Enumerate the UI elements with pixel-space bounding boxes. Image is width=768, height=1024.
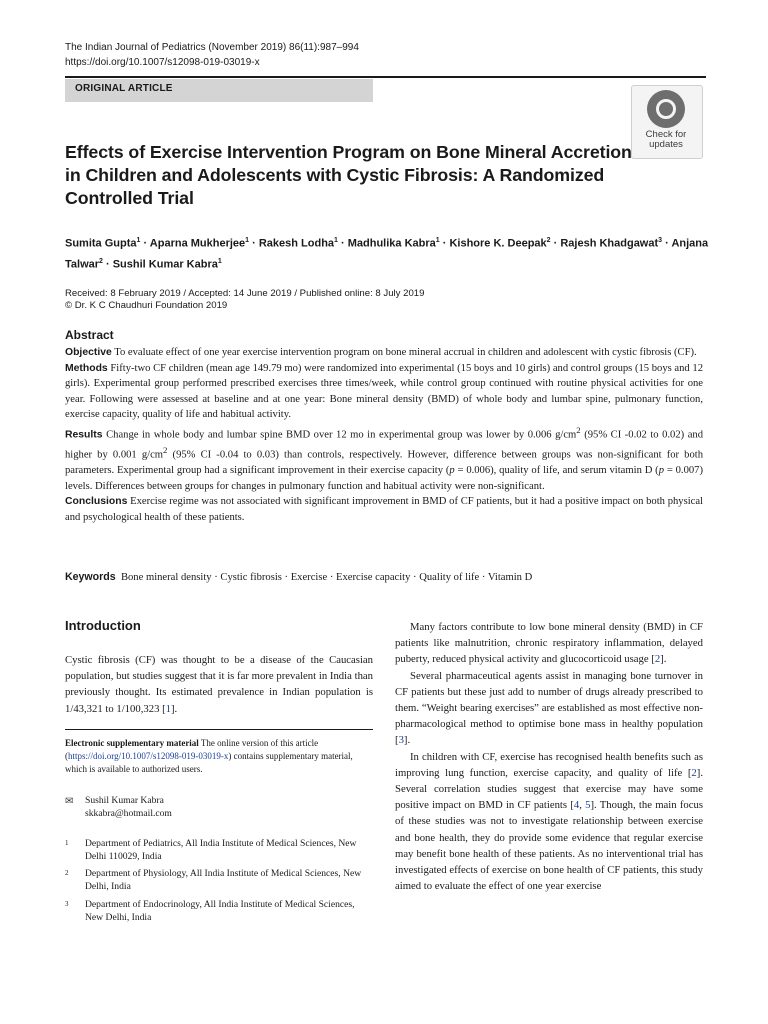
paragraph-text: ]. Several correlation studies suggest that exercise may have some positive impact on BMD in CF patients [ (395, 766, 703, 812)
envelope-icon: ✉ (65, 796, 74, 807)
doi-link[interactable]: https://doi.org/10.1007/s12098-019-03019-x (65, 57, 260, 68)
publication-dates: Received: 8 February 2019 / Accepted: 14 June 2019 / Published online: 8 July 2019 (65, 288, 425, 299)
article-title: Effects of Exercise Intervention Program on Bone Mineral Accretion in Children and Adolescents with Cystic Fibrosis: A Randomized Controlled Trial (65, 142, 632, 208)
citation-separator: , (579, 799, 586, 812)
paragraph-text: Cystic fibrosis (CF) was thought to be a disease of the Caucasian population, but studies suggest that it is far more prevalent in India than previously thought. Its estimated prevalence in Indian population is 1/43,321 to 1/100,323 [ (65, 654, 373, 715)
right-column-body (395, 619, 703, 894)
affiliation-number: 3 (65, 900, 69, 908)
citation-link[interactable]: 4 (573, 799, 580, 812)
author[interactable]: Rakesh Lodha (258, 237, 335, 250)
author[interactable]: Kishore K. Deepak (449, 237, 547, 250)
body-paragraph (395, 749, 703, 895)
author[interactable]: Sumita Gupta (65, 237, 137, 250)
citation-link[interactable]: 2 (654, 653, 661, 666)
author-affiliation: 3 (658, 237, 663, 244)
paragraph-text: Many factors contribute to low bone mineral density (BMD) in CF patients like malnutrition, chronic respiratory inflammation, delayed puberty, reduced physical activity and glucocorticoid usage [ (395, 621, 703, 666)
author[interactable]: Sushil Kumar Kabra (112, 258, 218, 271)
introduction-paragraph (65, 652, 373, 717)
results-text: = 0.006), quality of life, and serum vitamin D ( (454, 465, 659, 477)
badge-label-line1: Check for (645, 129, 687, 140)
citation-link[interactable]: 2 (691, 766, 697, 779)
introduction-heading: Introduction (65, 618, 141, 633)
paragraph-text: Several pharmaceutical agents assist in managing bone turnover in CF patients but these just add to number of drugs already prescribed to them. “Weight bearing exercises” are established as most effective non-pharmacological method to optimise bone mass in healthy population [ (395, 669, 703, 747)
corresponding-author-email[interactable]: skkabra@hotmail.com (85, 808, 172, 819)
author-affiliation: 1 (136, 237, 141, 244)
supplementary-link[interactable]: https://doi.org/10.1007/s12098-019-03019-x (68, 751, 229, 761)
affiliation-text: Department of Physiology, All India Institute of Medical Sciences, New Delhi, India (85, 868, 362, 892)
author[interactable]: Rajesh Khadgawat (560, 237, 659, 250)
author-affiliation: 2 (99, 257, 103, 265)
abstract-methods (65, 361, 703, 423)
abstract-results (65, 423, 703, 494)
affiliation-number: 2 (65, 869, 69, 877)
keywords (65, 571, 705, 583)
keywords-list: Bone mineral density · Cystic fibrosis · Exercise · Exercise capacity · Quality of life · Vitamin D (120, 572, 533, 583)
body-paragraph (395, 619, 703, 668)
check-for-updates-icon-ring (656, 99, 676, 119)
author[interactable]: Anjana Talwar (65, 237, 709, 271)
objective-text: To evaluate effect of one year exercise intervention program on bone mineral accrual in children and adolescent with cystic fibrosis (CF). (114, 347, 697, 358)
citation-link[interactable]: 3 (398, 734, 404, 747)
paragraph-text: ]. (660, 653, 667, 666)
citation-link[interactable]: 1 (165, 702, 171, 715)
methods-label: Methods (65, 362, 108, 374)
author-affiliation: 1 (334, 237, 338, 244)
supplementary-text: The online version of this article ( (65, 738, 319, 761)
results-text: (95% CI -0.02 to 0.02) and higher by 0.001 g/cm (65, 429, 703, 461)
body-paragraph (395, 668, 703, 749)
author-affiliation: 1 (217, 257, 222, 265)
author[interactable]: Madhulika Kabra (347, 237, 436, 250)
author-affiliation: 2 (546, 237, 551, 244)
p-value-symbol: p (449, 465, 455, 477)
corresponding-author-name: Sushil Kumar Kabra (85, 795, 164, 806)
abstract-objective (65, 345, 703, 361)
abstract-body (65, 345, 703, 526)
affiliation-text: Department of Pediatrics, All India Institute of Medical Sciences, New Delhi 110029, India (85, 838, 357, 862)
methods-text: Fifty-two CF children (mean age 149.79 mo) were randomized into experimental (15 boys and 10 girls) and control groups (15 boys and 12 girls). Experimental group performed prescribed exercises three times/week, while control group continued with routine physical activities for one year. Following were assessed at baseline and at one year: Bone mineral density (BMD) of whole body and lumbar spine, pulmonary function, exercise capacity, quality of life and habitual activity. (65, 362, 703, 421)
abstract-heading: Abstract (65, 328, 114, 342)
objective-label: Objective (65, 347, 112, 358)
supplementary-label: Electronic supplementary material (65, 738, 199, 748)
author[interactable]: Aparna Mukherjee (149, 237, 246, 250)
keywords-label: Keywords (65, 571, 116, 583)
results-text: Change in whole body and lumbar spine BMD over 12 mo in experimental group was lower by 0.006 g/cm (106, 429, 577, 441)
author-affiliation: 1 (245, 237, 250, 244)
results-text: (95% CI -0.04 to 0.03) than controls, respectively. However, difference between groups was non-significant for both parameters. Experimental group had a significant improvement in their exercise capacity ( (65, 449, 703, 477)
paragraph-text: ]. Though, the main focus of these studies was not to investigate relationship between exercise and bone health, they do provide some evidence that regular exercise may benefit bone health of these patients. As no interventional trial has investigated effects of exercise on bone health of CF patients, this study aimed to evaluate the effect of one year exercise (395, 799, 703, 893)
conclusions-label: Conclusions (65, 496, 128, 508)
header-rule (65, 76, 706, 78)
badge-label-line2: updates (649, 139, 683, 150)
paragraph-text: In children with CF, exercise has recognised health benefits such as improving lung function, exercise capacity, and quality of life [ (395, 750, 703, 779)
results-label: Results (65, 429, 103, 441)
affiliation-number: 1 (65, 839, 69, 847)
author-list: Sumita Gupta$^1$ · Aparna Mukherjee$^1$ · Rakesh Lodha$^1$ · Madhulika Kabra$^1$ · Kishore K. Deepak$^2$ · Rajesh Khadgawat$^3$ · Anjana Talwar$^2$ · Sushil Kumar Kabra$^1$ (65, 237, 709, 271)
conclusions-text: Exercise regime was not associated with significant improvement in BMD of CF patients, but it had a positive impact on both physical and psychological health of these patients. (65, 496, 703, 523)
affiliation-text: Department of Endocrinology, All India Institute of Medical Sciences, New Delhi, India (85, 899, 355, 923)
paragraph-text: ]. (403, 734, 411, 747)
results-text: = 0.007) levels. Differences between groups for changes in pulmonary function and habitual activity were non-significant. (65, 465, 703, 492)
p-value-symbol: p (658, 465, 664, 477)
journal-header (65, 40, 485, 70)
footnote-rule (65, 729, 373, 730)
abstract-conclusions (65, 494, 703, 525)
supplementary-note (65, 737, 373, 776)
superscript: 2 (576, 424, 581, 435)
journal-citation: The Indian Journal of Pediatrics (November 2019) 86(11):987–994 (65, 42, 359, 53)
article-type: ORIGINAL ARTICLE (75, 83, 173, 94)
paragraph-text: ]. (170, 702, 178, 715)
citation-link[interactable]: 5 (585, 799, 591, 812)
author-affiliation: 1 (435, 237, 440, 244)
superscript: 2 (163, 445, 168, 456)
copyright-notice: © Dr. K C Chaudhuri Foundation 2019 (65, 300, 228, 311)
supplementary-text: ) contains supplementary material, which is available to authorized users. (65, 751, 353, 774)
